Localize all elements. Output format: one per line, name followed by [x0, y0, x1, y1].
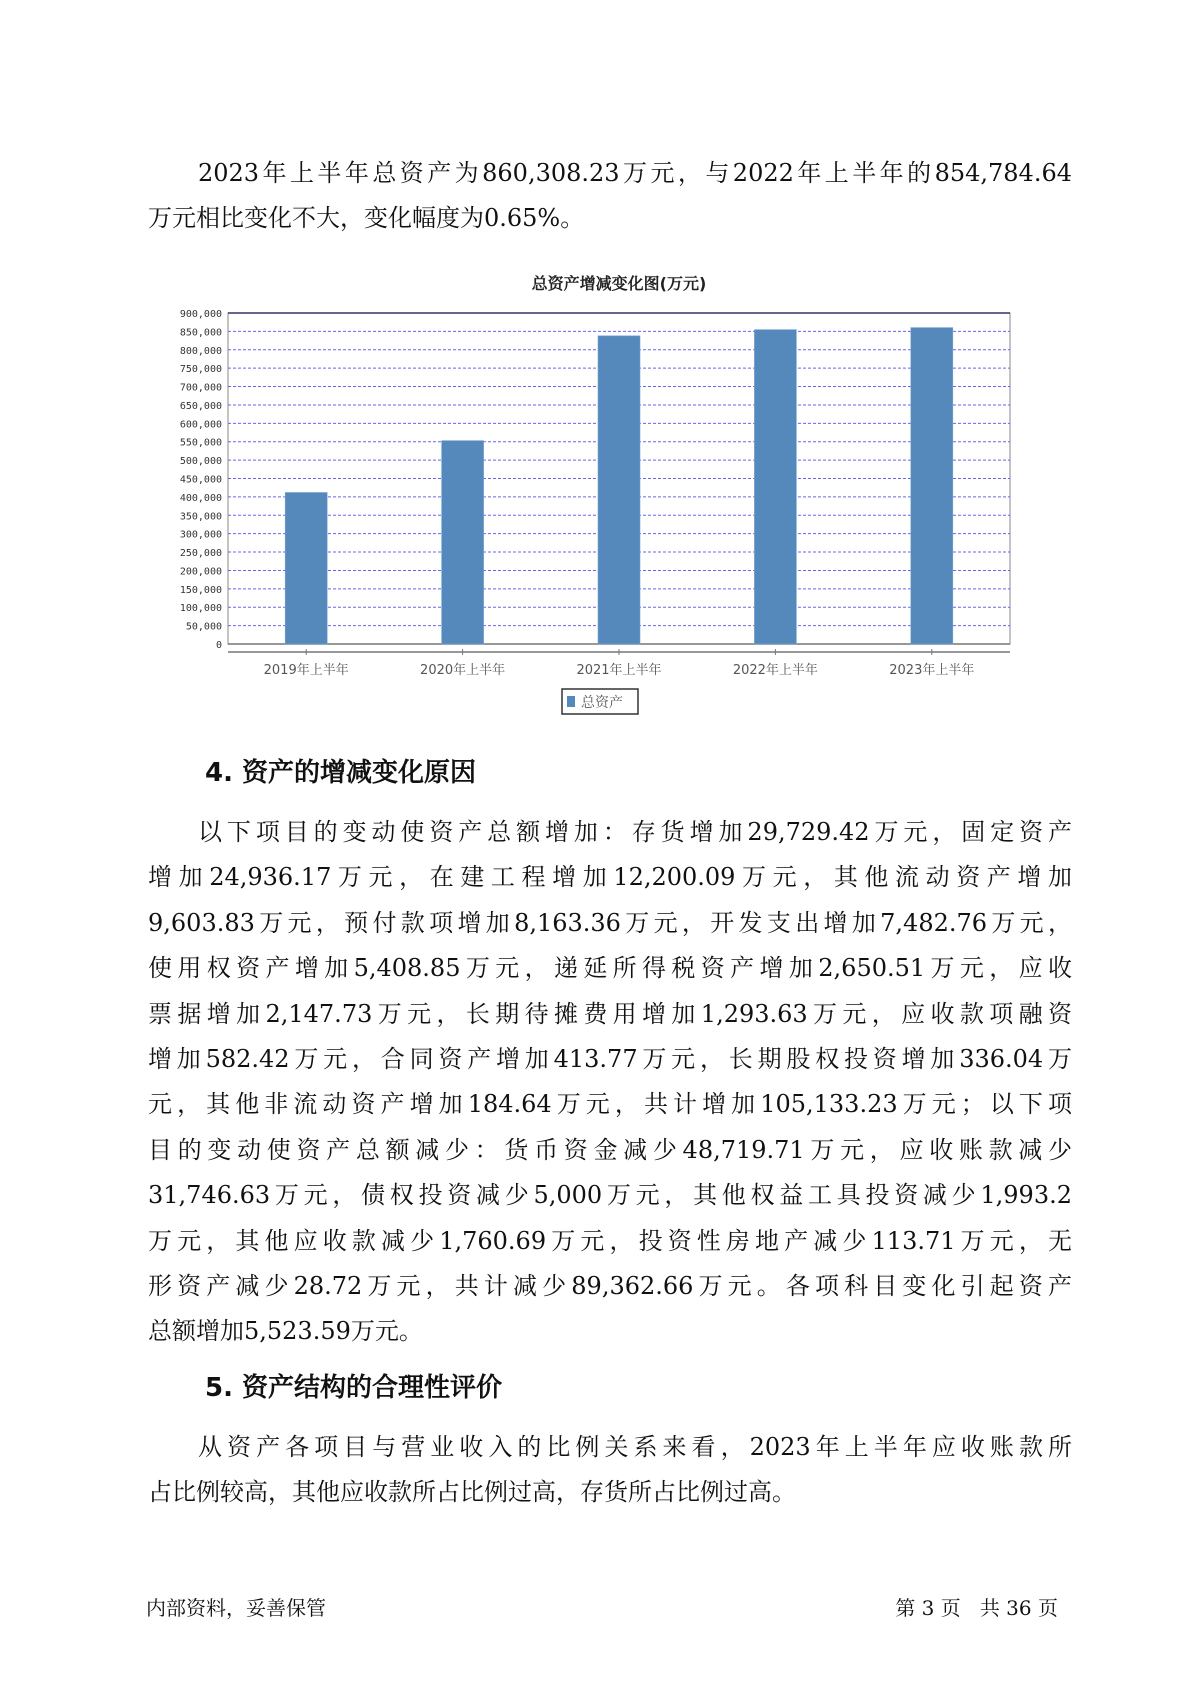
- y-tick-label: 700,000: [179, 382, 222, 394]
- legend-label: 总资产: [581, 695, 623, 711]
- bar-2: [442, 441, 484, 644]
- y-tick-label: 500,000: [179, 456, 222, 468]
- text-line: 增加24,936.17万元，在建工程增加12,200.09万元，其他流动资产增加: [148, 863, 1072, 892]
- text-line: 31,746.63万元，债权投资减少5,000万元，其他权益工具投资减少1,993.2: [148, 1181, 1072, 1210]
- y-tick-label: 900,000: [179, 309, 222, 320]
- x-tick-label: 2022年上半年: [732, 663, 818, 678]
- footer-page-number: 第 3 页 共 36 页: [895, 1596, 1058, 1620]
- footer-confidential-note: 内部资料，妥善保管: [146, 1596, 326, 1620]
- y-tick-label: 300,000: [179, 529, 222, 541]
- total-assets-bar-chart: [0, 0, 1191, 740]
- y-tick-label: 350,000: [179, 511, 222, 523]
- x-tick-label: 2023年上半年: [889, 663, 975, 678]
- y-tick-label: 800,000: [179, 345, 222, 357]
- text-line: 占比例较高，其他应收款所占比例过高，存货所占比例过高。: [148, 1478, 796, 1507]
- text-line: 万元相比变化不大，变化幅度为0.65%。: [148, 204, 585, 232]
- y-tick-label: 550,000: [179, 437, 222, 449]
- x-tick-label: 2020年上半年: [420, 663, 506, 678]
- y-tick-label: 150,000: [179, 584, 222, 596]
- y-tick-label: 50,000: [185, 621, 222, 633]
- y-tick-label: 850,000: [179, 327, 222, 339]
- y-tick-label: 200,000: [179, 566, 222, 578]
- text-line: 9,603.83万元，预付款项增加8,163.36万元，开发支出增加7,482.76万元，: [148, 908, 1072, 937]
- y-tick-label: 250,000: [179, 548, 222, 560]
- text-line: 使用权资产增加5,408.85万元，递延所得税资产增加2,650.51万元，应收: [148, 954, 1072, 983]
- y-tick-label: 450,000: [179, 474, 222, 486]
- y-tick-label: 400,000: [179, 492, 222, 504]
- x-tick-label: 2021年上半年: [576, 663, 662, 678]
- y-tick-label: 600,000: [179, 419, 222, 431]
- text-line: 万元，其他应收款减少1,760.69万元，投资性房地产减少113.71万元，无: [148, 1226, 1072, 1255]
- text-line: 以下项目的变动使资产总额增加：存货增加29,729.42万元，固定资产: [198, 818, 1072, 846]
- y-tick-label: 0: [215, 640, 222, 651]
- text-line: 形资产减少28.72万元，共计减少89,362.66万元。各项科目变化引起资产: [148, 1272, 1072, 1300]
- legend-swatch: [567, 696, 575, 707]
- y-tick-label: 650,000: [179, 400, 222, 412]
- bar-5: [911, 328, 953, 644]
- text-line: 目的变动使资产总额减少：货币资金减少48,719.71万元，应收账款减少: [148, 1135, 1072, 1164]
- bar-1: [285, 492, 327, 644]
- text-line: 票据增加2,147.73万元，长期待摊费用增加1,293.63万元，应收款项融资: [148, 999, 1072, 1028]
- text-line: 元，其他非流动资产增加184.64万元，共计增加105,133.23万元；以下项: [148, 1090, 1072, 1119]
- text-line: 2023年上半年总资产为860,308.23万元，与2022年上半年的854,784.64: [198, 159, 1072, 187]
- text-line: 增加582.42万元，合同资产增加413.77万元，长期股权投资增加336.04万: [148, 1045, 1072, 1073]
- y-tick-label: 750,000: [179, 364, 222, 376]
- bar-3: [598, 336, 640, 644]
- y-tick-label: 100,000: [179, 603, 222, 615]
- section-5-heading: 5. 资产结构的合理性评价: [205, 1373, 503, 1403]
- chart-title: 总资产增减变化图(万元): [531, 274, 707, 293]
- text-line: 从资产各项目与营业收入的比例关系来看，2023年上半年应收账款所: [198, 1433, 1072, 1461]
- bar-4: [754, 330, 796, 644]
- section-4-heading: 4. 资产的增减变化原因: [205, 758, 477, 788]
- x-tick-label: 2019年上半年: [263, 663, 349, 678]
- text-line: 总额增加5,523.59万元。: [148, 1317, 423, 1346]
